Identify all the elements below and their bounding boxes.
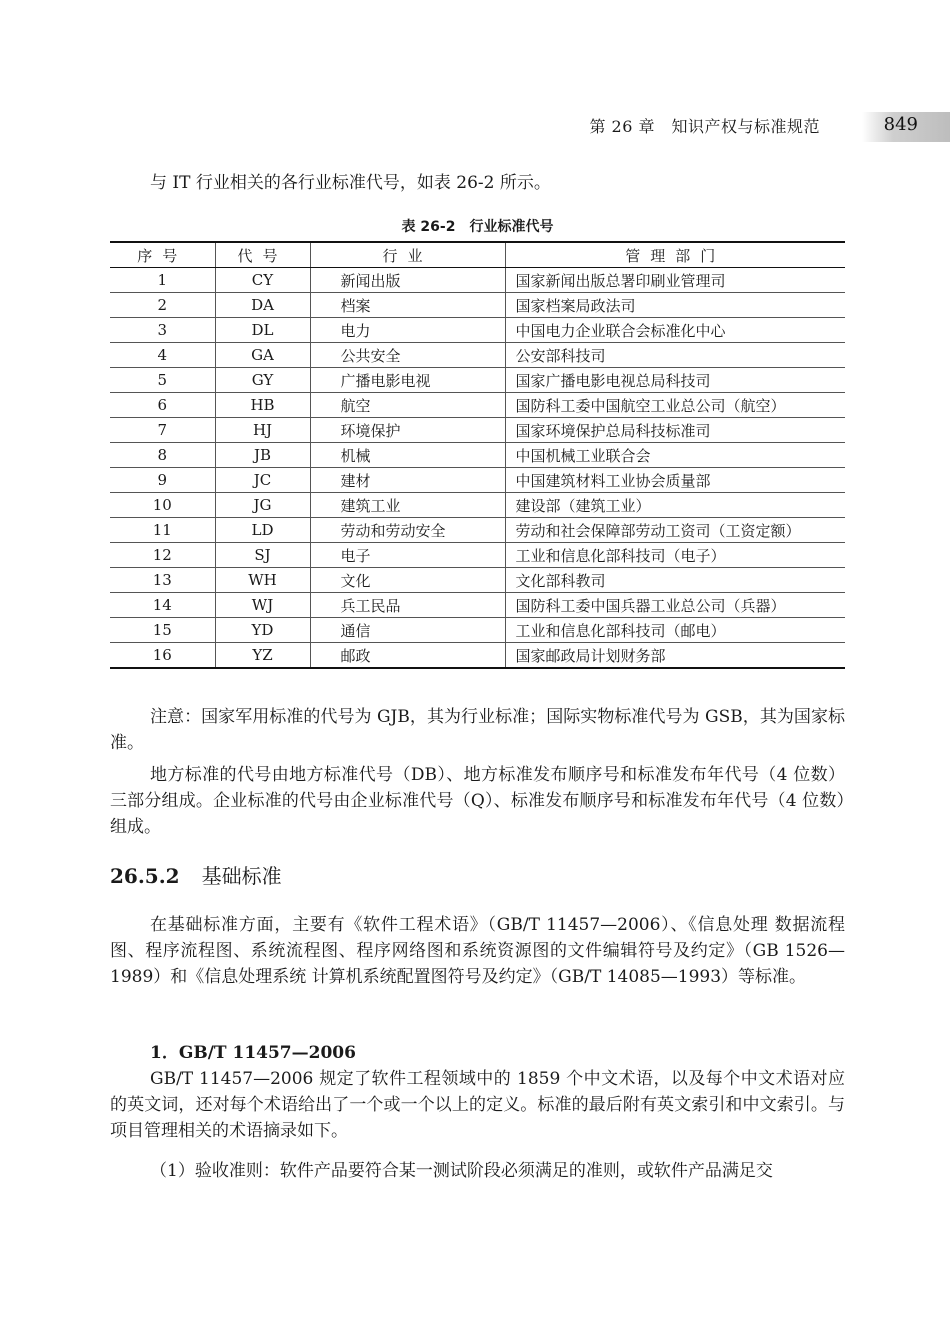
table-row [110, 293, 845, 318]
cell-industry: 电力 [310, 318, 505, 343]
cell-industry: 机械 [310, 443, 505, 468]
table-body [110, 268, 845, 669]
cell-department: 国家档案局政法司 [505, 293, 845, 318]
cell-seq: 9 [110, 468, 215, 493]
gbt-text: GB/T 11457—2006 规定了软件工程领域中的 1859 个中文术语，以及每个中文术语对应的英文词，还对每个术语给出了一个或一个以上的定义。标准的最后附有英文索引和中文索引。与项目管理相关的术语摘录如下。 [110, 1069, 845, 1141]
header-industry: 行业 [310, 242, 505, 268]
cell-code: JC [215, 468, 310, 493]
cell-code: WJ [215, 593, 310, 618]
cell-industry: 电子 [310, 543, 505, 568]
cell-seq: 11 [110, 518, 215, 543]
section-number: 26.5.2 [110, 864, 180, 888]
cell-code: DL [215, 318, 310, 343]
table-row [110, 268, 845, 293]
basic-standard-text: 在基础标准方面，主要有《软件工程术语》（GB/T 11457—2006）、《信息处理 数据流程图、程序流程图、系统流程图、程序网络图和系统资源图的文件编辑符号及约定》（GB 1526—1989）和《信息处理系统 计算机系统配置图符号及约定》（GB/T 14085—1993）等标准。 [110, 915, 845, 987]
cell-code: WH [215, 568, 310, 593]
page-number: 849 [883, 114, 918, 135]
cell-industry: 文化 [310, 568, 505, 593]
cell-seq: 2 [110, 293, 215, 318]
cell-industry: 环境保护 [310, 418, 505, 443]
cell-department: 工业和信息化部科技司（邮电） [505, 618, 845, 643]
header-code: 代号 [215, 242, 310, 268]
cell-industry: 劳动和劳动安全 [310, 518, 505, 543]
cell-seq: 4 [110, 343, 215, 368]
table-header-row [110, 242, 845, 268]
cell-code: CY [215, 268, 310, 293]
cell-department: 中国建筑材料工业协会质量部 [505, 468, 845, 493]
cell-department: 中国机械工业联合会 [505, 443, 845, 468]
cell-department: 国家广播电影电视总局科技司 [505, 368, 845, 393]
cell-code: HB [215, 393, 310, 418]
table-row [110, 443, 845, 468]
cell-code: HJ [215, 418, 310, 443]
subheading: 1．GB/T 11457—2006 [150, 1043, 356, 1063]
page-number-box [862, 112, 950, 142]
table-row [110, 318, 845, 343]
cell-industry: 通信 [310, 618, 505, 643]
section-title: 基础标准 [201, 864, 282, 888]
cell-code: SJ [215, 543, 310, 568]
item1-text: （1）验收准则：软件产品要符合某一测试阶段必须满足的准则，或软件产品满足交 [150, 1161, 773, 1181]
cell-code: DA [215, 293, 310, 318]
table-row [110, 543, 845, 568]
cell-department: 国家新闻出版总署印刷业管理司 [505, 268, 845, 293]
table-caption: 表 26-2 行业标准代号 [401, 219, 554, 235]
cell-seq: 7 [110, 418, 215, 443]
header-department: 管理部门 [505, 242, 845, 268]
cell-seq: 12 [110, 543, 215, 568]
page-header [0, 112, 950, 142]
note-text: 注意：国家军用标准的代号为 GJB，其为行业标准；国际实物标准代号为 GSB，其为国家标准。 [110, 707, 845, 753]
table-row [110, 368, 845, 393]
cell-code: YD [215, 618, 310, 643]
table-row [110, 568, 845, 593]
cell-industry: 公共安全 [310, 343, 505, 368]
cell-department: 劳动和社会保障部劳动工资司（工资定额） [505, 518, 845, 543]
table-row [110, 493, 845, 518]
cell-seq: 15 [110, 618, 215, 643]
cell-code: GY [215, 368, 310, 393]
cell-department: 国防科工委中国航空工业总公司（航空） [505, 393, 845, 418]
cell-seq: 10 [110, 493, 215, 518]
table-row [110, 418, 845, 443]
table-row [110, 618, 845, 643]
cell-department: 国防科工委中国兵器工业总公司（兵器） [505, 593, 845, 618]
item1-paragraph [110, 1158, 845, 1184]
gbt-paragraph [110, 1066, 845, 1144]
basic-standard-paragraph [110, 912, 845, 990]
cell-department: 文化部科教司 [505, 568, 845, 593]
cell-industry: 档案 [310, 293, 505, 318]
table-row [110, 643, 845, 669]
section-heading [110, 860, 282, 889]
chapter-title: 第 26 章 知识产权与标准规范 [589, 117, 820, 136]
cell-industry: 广播电影电视 [310, 368, 505, 393]
table-row [110, 468, 845, 493]
cell-department: 国家邮政局计划财务部 [505, 643, 845, 669]
cell-seq: 13 [110, 568, 215, 593]
cell-seq: 6 [110, 393, 215, 418]
local-standard-paragraph [110, 762, 845, 840]
table-row [110, 593, 845, 618]
cell-industry: 建筑工业 [310, 493, 505, 518]
cell-seq: 5 [110, 368, 215, 393]
standards-table [110, 241, 845, 669]
intro-paragraph: 与 IT 行业相关的各行业标准代号，如表 26-2 所示。 [150, 173, 551, 193]
cell-code: JB [215, 443, 310, 468]
cell-department: 建设部（建筑工业） [505, 493, 845, 518]
cell-industry: 建材 [310, 468, 505, 493]
cell-industry: 邮政 [310, 643, 505, 669]
table-row [110, 343, 845, 368]
cell-department: 公安部科技司 [505, 343, 845, 368]
note-paragraph [110, 704, 845, 756]
cell-industry: 新闻出版 [310, 268, 505, 293]
table-row [110, 393, 845, 418]
cell-code: JG [215, 493, 310, 518]
cell-code: LD [215, 518, 310, 543]
cell-seq: 3 [110, 318, 215, 343]
cell-code: GA [215, 343, 310, 368]
cell-seq: 14 [110, 593, 215, 618]
standards-table-wrapper [110, 241, 845, 669]
local-standard-text: 地方标准的代号由地方标准代号（DB）、地方标准发布顺序号和标准发布年代号（4 位数）三部分组成。企业标准的代号由企业标准代号（Q）、标准发布顺序号和标准发布年代号（4 位数）组成。 [110, 765, 845, 837]
header-seq: 序号 [110, 242, 215, 268]
cell-department: 中国电力企业联合会标准化中心 [505, 318, 845, 343]
cell-seq: 8 [110, 443, 215, 468]
cell-seq: 16 [110, 643, 215, 669]
cell-seq: 1 [110, 268, 215, 293]
cell-department: 国家环境保护总局科技标准司 [505, 418, 845, 443]
cell-industry: 航空 [310, 393, 505, 418]
cell-industry: 兵工民品 [310, 593, 505, 618]
table-row [110, 518, 845, 543]
cell-department: 工业和信息化部科技司（电子） [505, 543, 845, 568]
cell-code: YZ [215, 643, 310, 669]
